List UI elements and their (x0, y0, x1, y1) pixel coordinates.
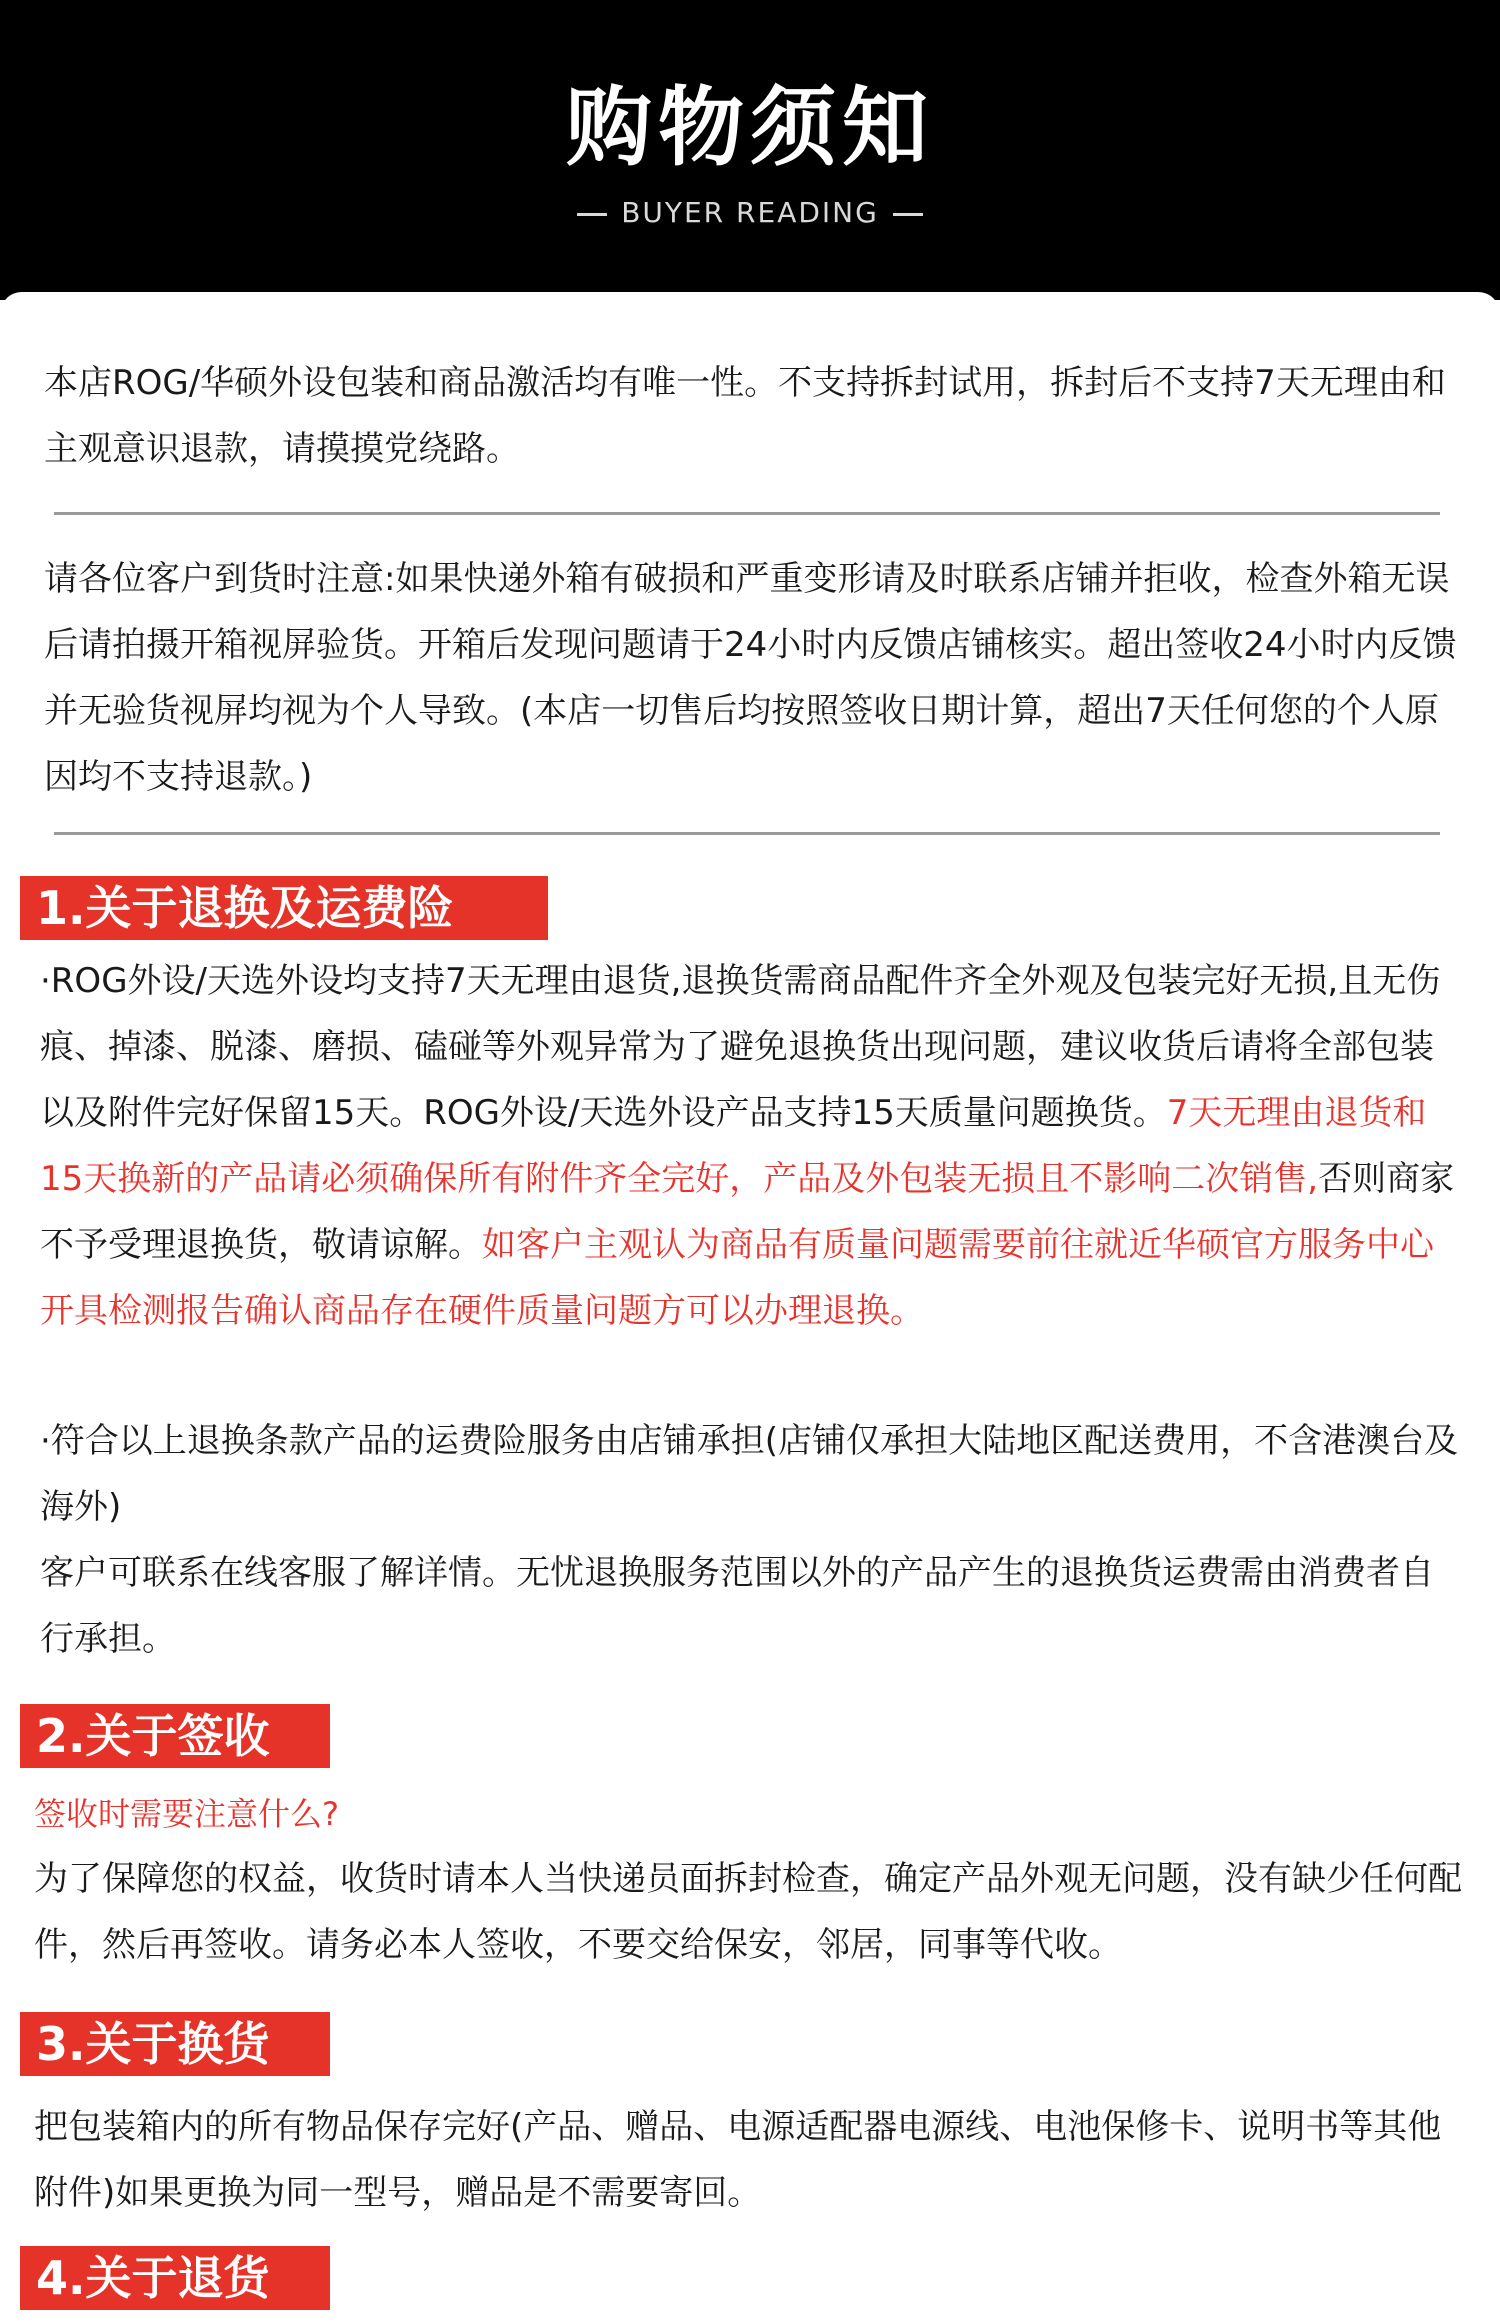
section-1-quality-note: 如客户主观认为商品有质量问题需要前往就近华硕官方服务中心开具检测报告确认商品存在硬件质量问题方可以办理退换。 (40, 1225, 1434, 1331)
intro-paragraph-1: 本店ROG/华硕外设包装和商品激活均有唯一性。不支持拆封试用，拆封后不支持7天无理由和主观意识退款，请摸摸党绕路。 (44, 363, 1446, 469)
section-1-heading: 1.关于退换及运费险 (20, 876, 548, 940)
section-1-refusal: 否则商家不予受理退换货，敬请谅解。 (40, 1159, 1455, 1265)
section-1-policy-text: ·ROG外设/天选外设均支持7天无理由退货,退换货需商品配件齐全外观及包装完好无损,且无伤痕、掉漆、脱漆、磨损、磕碰等外观异常为了避免退换货出现问题，建议收货后请将全部包装以及附件完好保留15天。ROG外设/天选外设产品支持15天质量问题换货。 (40, 961, 1441, 1133)
page-subtitle (0, 195, 1500, 231)
subtitle-dash-right (893, 213, 923, 216)
divider-2 (54, 832, 1440, 835)
subtitle-dash-left (577, 213, 607, 216)
section-1-insurance: ·符合以上退换条款产品的运费险服务由店铺承担(店铺仅承担大陆地区配送费用，不含港澳台及海外) (40, 1421, 1459, 1527)
section-2-question: 签收时需要注意什么? (34, 1795, 339, 1833)
section-3-heading: 3.关于换货 (20, 2012, 330, 2076)
section-2-heading: 2.关于签收 (20, 1704, 330, 1768)
section-4-heading: 4.关于退货 (20, 2246, 330, 2310)
page-header (0, 0, 1500, 300)
section-2-answer: 为了保障您的权益，收货时请本人当快递员面拆封检查，确定产品外观无问题，没有缺少任何配件，然后再签收。请务必本人签收，不要交给保安，邻居，同事等代收。 (34, 1859, 1462, 1965)
divider-1 (54, 512, 1440, 515)
intro-paragraph-2: 请各位客户到货时注意:如果快递外箱有破损和严重变形请及时联系店铺并拒收，检查外箱无误后请拍摄开箱视屏验货。开箱后发现问题请于24小时内反馈店铺核实。超出签收24小时内反馈并无验货视屏均视为个人导致。(本店一切售后均按照签收日期计算，超出7天任何您的个人原因均不支持退款。) (44, 559, 1457, 797)
section-3-text: 把包装箱内的所有物品保存完好(产品、赠品、电源适配器电源线、电池保修卡、说明书等其他附件)如果更换为同一型号，赠品是不需要寄回。 (34, 2107, 1442, 2213)
section-1-warning: 7天无理由退货和15天换新的产品请必须确保所有附件齐全完好，产品及外包装无损且不影响二次销售, (40, 1093, 1427, 1199)
page-title: 购物须知 (566, 78, 934, 178)
section-1-contact: 客户可联系在线客服了解详情。无忧退换服务范围以外的产品产生的退换货运费需由消费者自行承担。 (40, 1553, 1434, 1659)
subtitle-text: BUYER READING (621, 196, 879, 229)
section-1-policy (40, 948, 1460, 1344)
